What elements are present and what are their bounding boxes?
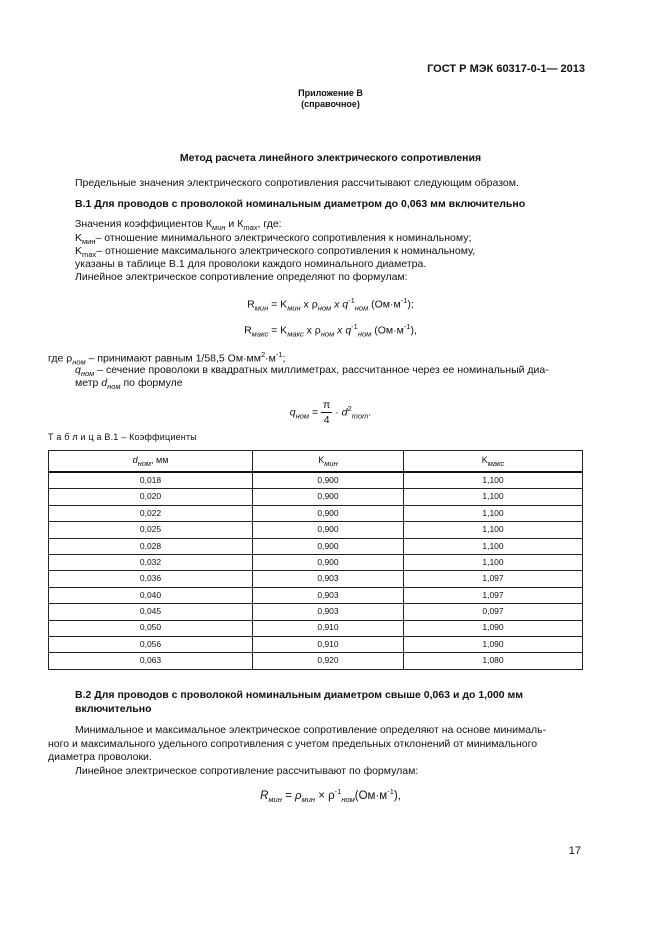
formula-rmin: $R_{мин} = K_{мин}$ x $\rho_{ном}$ x $q^{-1}_{ном}$ $(Ом\cdot м^{-1})$; — [247, 296, 414, 313]
table-cell: 0,910 — [253, 636, 404, 652]
table-cell: 1,097 — [404, 571, 583, 587]
table-row — [49, 604, 583, 620]
table-cell: 1,100 — [404, 489, 583, 505]
table-cell: 0,920 — [253, 653, 404, 669]
table-cell: 1,100 — [404, 505, 583, 521]
table-cell: 0,900 — [253, 505, 404, 521]
table-cell: 0,022 — [49, 505, 253, 521]
page-number: 17 — [568, 845, 581, 857]
table-cell: 1,080 — [404, 653, 583, 669]
table-cell: 0,903 — [253, 604, 404, 620]
table-cell: 0,036 — [49, 571, 253, 587]
table-row — [49, 472, 583, 489]
standard-header: ГОСТ Р МЭК 60317-0-1— 2013 — [427, 63, 585, 75]
b2-heading-cont: включительно — [75, 703, 152, 715]
table-row — [49, 489, 583, 505]
annex-kind: (справочное) — [301, 99, 360, 110]
table-cell: 0,028 — [49, 538, 253, 554]
table-cell: 0,063 — [49, 653, 253, 669]
table-cell: 1,100 — [404, 522, 583, 538]
table-cell: 0,900 — [253, 538, 404, 554]
table-header-row — [49, 451, 583, 473]
table-cell: 1,097 — [404, 587, 583, 603]
table-cell: 1,090 — [404, 636, 583, 652]
table-cell: 0,018 — [49, 472, 253, 489]
annex-heading — [0, 88, 661, 111]
table-row — [49, 522, 583, 538]
formula-rmin-2: $R_{мин} = \rho_{мин} \times \rho^{-1}_{ном}(Ом\cdot м^{-1})$, — [260, 787, 401, 805]
table-cell: 0,900 — [253, 554, 404, 570]
table-cell: 1,100 — [404, 554, 583, 570]
where-q: $q_{ном}$ – сечение проволоки в квадратных миллиметрах, рассчитанное через ее номинальный диа- — [75, 364, 549, 379]
b2-heading: В.2 Для проводов с проволокой номинальным диаметром свыше 0,063 и до 1,000 мм — [75, 689, 524, 701]
table-row — [49, 587, 583, 603]
table-cell: 0,097 — [404, 604, 583, 620]
table-body — [49, 472, 583, 669]
table-cell: 1,090 — [404, 620, 583, 636]
b1-heading: В.1 Для проводов с проволокой номинальным диаметром до 0,063 мм включительно — [75, 198, 526, 210]
b2-paragraph-1b: ного и максимального удельного сопротивления с учетом предельных отклонений от минимального — [48, 738, 538, 750]
kmax-definition: $K_{max}-$ отношение максимального электрического сопротивления к номинальному, — [75, 245, 476, 260]
coef-line: Значения коэффициентов $К_{мин}$ и $К_{max}$, где: — [75, 218, 282, 233]
table-cell: 0,025 — [49, 522, 253, 538]
table-cell: 0,900 — [253, 472, 404, 489]
intro-paragraph: Предельные значения электрического сопротивления рассчитывают следующим образом. — [75, 177, 519, 189]
formulas-intro: Линейное электрическое сопротивление определяют по формулам: — [75, 271, 408, 283]
column-header-kmax: $K_{макс}$ — [404, 451, 583, 473]
annex-title: Приложение В — [298, 88, 363, 98]
table-cell: 0,903 — [253, 571, 404, 587]
table-row — [49, 620, 583, 636]
table-cell: 0,903 — [253, 587, 404, 603]
table-row — [49, 538, 583, 554]
table-cell: 0,032 — [49, 554, 253, 570]
table-cell: 0,900 — [253, 489, 404, 505]
given-text: указаны в таблице В.1 для проволоки каждого номинального диаметра. — [75, 258, 427, 270]
table-cell: 0,050 — [49, 620, 253, 636]
table-cell: 1,100 — [404, 538, 583, 554]
table-cell: 0,056 — [49, 636, 253, 652]
section-title: Метод расчета линейного электрического сопротивления — [179, 152, 482, 164]
table-row — [49, 653, 583, 669]
table-row — [49, 571, 583, 587]
table-caption: Т а б л и ц а В.1 – Коэффициенты — [48, 432, 197, 442]
column-header-kmin: $K_{мин}$ — [253, 451, 404, 473]
table-cell: 0,040 — [49, 587, 253, 603]
where-q-cont: метр $d_{ном}$ по формуле — [75, 377, 183, 392]
where-rho: где $\rho_{ном}$ – принимают равным 1/58,5 $Ом\cdot мм^2\cdot м^{-1}$; — [48, 350, 286, 367]
b2-paragraph-1c: диаметра проволоки. — [48, 751, 152, 763]
formula-q: $q_{ном}$ = $\frac{\pi}{4}$ · $d^2_{mom}$. — [289, 399, 372, 427]
b2-paragraph-2: Линейное электрическое сопротивление рассчитывают по формулам: — [75, 765, 419, 777]
table-row — [49, 505, 583, 521]
table-cell: 0,020 — [49, 489, 253, 505]
table-cell: 0,900 — [253, 522, 404, 538]
table-row — [49, 554, 583, 570]
table-row — [49, 636, 583, 652]
table-cell: 0,045 — [49, 604, 253, 620]
b2-paragraph-1a: Минимальное и максимальное электрическое сопротивление определяют на основе минималь- — [75, 724, 547, 736]
formula-rmax: $R_{макс} = K_{макс}$ x $\rho_{ном}$ x $q^{-1}_{ном}$ $(Ом\cdot м^{-1})$, — [244, 322, 417, 339]
kmin-definition: $K_{мин}-$ отношение минимального электрического сопротивления к номинальному; — [75, 232, 472, 247]
table-cell: 0,910 — [253, 620, 404, 636]
column-header-diameter: $d_{ном}$, мм — [49, 451, 253, 473]
table-cell: 1,100 — [404, 472, 583, 489]
coefficients-table — [48, 450, 583, 670]
